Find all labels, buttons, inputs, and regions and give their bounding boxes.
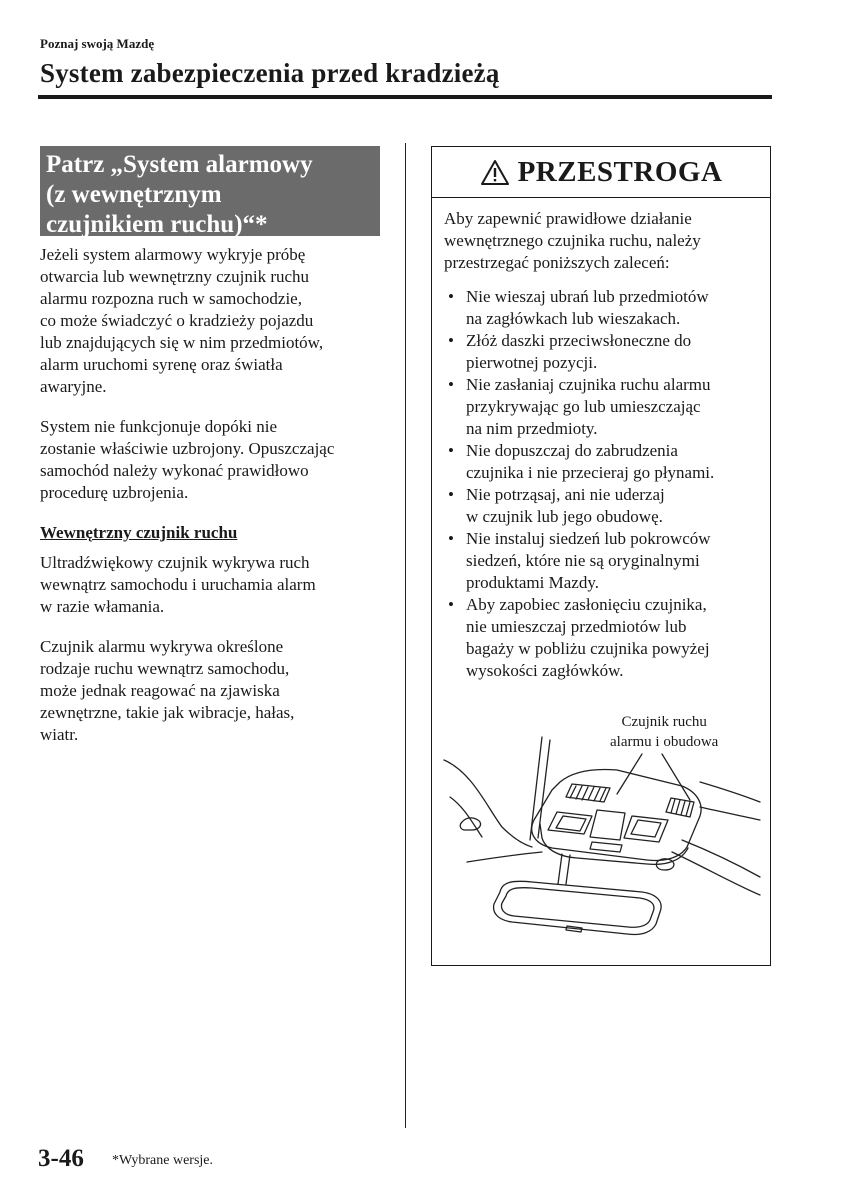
subheading-motion-sensor: Wewnętrzny czujnik ruchu (40, 523, 238, 542)
running-header: Poznaj swoją Mazdę (40, 36, 155, 51)
section-title-line: (z wewnętrznym (46, 181, 222, 208)
page-title: System zabezpieczenia przed kradzieżą (40, 58, 500, 88)
caution-bullet-list (444, 286, 758, 682)
paragraph-alarm-trigger: Jeżeli system alarmowy wykryje próbę otwarcia lub wewnętrzny czujnik ruchu alarmu rozpozna ruch w samochodzie, co może świadczyć o kradzieży pojazdu lub znajdujących się w nim przedmiotów, alarm uruchomi syrenę oraz światła awaryjne. (40, 245, 324, 396)
section-title-box (40, 146, 380, 236)
caution-body (432, 198, 770, 682)
caution-title: PRZESTROGA (517, 155, 723, 188)
paragraph-external-factors: Czujnik alarmu wykrywa określone rodzaje ruchu wewnątrz samochodu, może jednak reagować na zjawiska zewnętrzne, takie jak wibracje, hałas, wiatr. (40, 637, 295, 744)
list-item: • Nie potrząsaj, ani nie uderzaj w czujnik lub jego obudowę. (448, 485, 665, 526)
section-title-line: Patrz „System alarmowy (46, 151, 313, 178)
section-title-line: czujnikiem ruchu)“* (46, 211, 268, 238)
caution-intro: Aby zapewnić prawidłowe działanie wewnętrznego czujnika ruchu, należy przestrzegać poniższych zaleceń: (444, 209, 701, 272)
list-item: • Nie instaluj siedzeń lub pokrowców siedzeń, które nie są oryginalnymi produktami Mazdy. (448, 529, 711, 592)
header-rule (38, 95, 772, 99)
list-item: • Złóż daszki przeciwsłoneczne do pierwotnej pozycji. (448, 331, 692, 372)
page-number: 3-46 (38, 1145, 84, 1172)
overhead-console-drawing (442, 712, 762, 957)
sensor-illustration (442, 712, 762, 957)
list-item: • Aby zapobiec zasłonięciu czujnika, nie umieszczaj przedmiotów lub bagaży w pobliżu czujnika powyżej wysokości zagłówków. (448, 595, 710, 680)
paragraph-arming: System nie funkcjonuje dopóki nie zostanie właściwie uzbrojony. Opuszczając samochód należy wykonać prawidłowo procedurę uzbrojenia. (40, 417, 335, 502)
caution-box (431, 146, 771, 966)
footnote: *Wybrane wersje. (112, 1153, 214, 1168)
column-divider (405, 143, 406, 1128)
paragraph-ultrasonic: Ultradźwiękowy czujnik wykrywa ruch wewnątrz samochodu i uruchamia alarm w razie włamania. (40, 553, 316, 616)
caution-header (432, 147, 770, 198)
list-item: • Nie wieszaj ubrań lub przedmiotów na zagłówkach lub wieszakach. (448, 287, 709, 328)
list-item: • Nie dopuszczaj do zabrudzenia czujnika i nie przecieraj go płynami. (448, 441, 715, 482)
list-item: • Nie zasłaniaj czujnika ruchu alarmu przykrywając go lub umieszczając na nim przedmioty. (448, 375, 711, 438)
left-column (40, 146, 380, 764)
warning-triangle-icon (480, 159, 510, 186)
figure-label: Czujnik ruchu alarmu i obudowa (610, 714, 719, 750)
